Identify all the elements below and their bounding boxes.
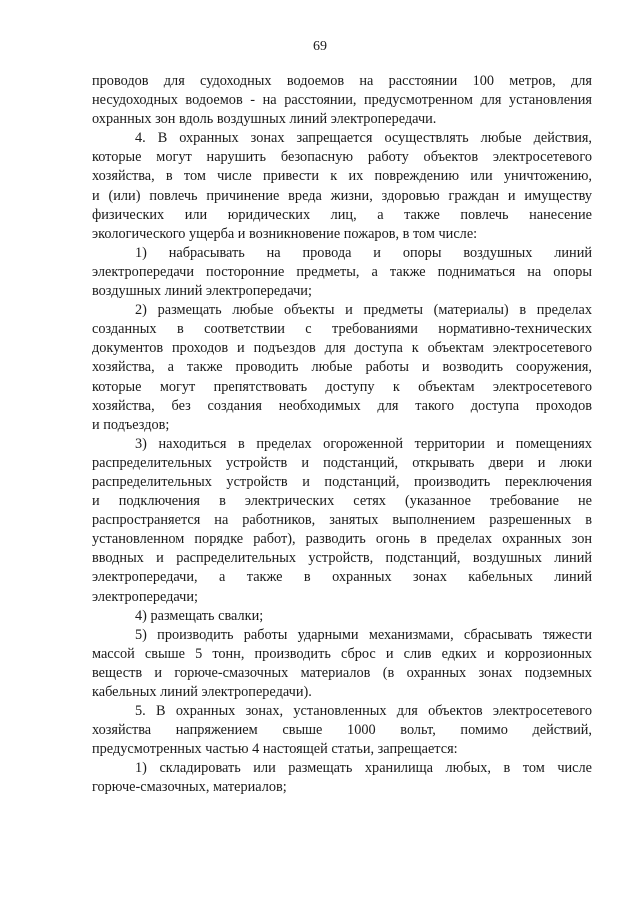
text-line: несудоходных водоемов - на расстоянии, предусмотренном для установления (92, 92, 592, 109)
text-line: 4) размещать свалки; (135, 607, 264, 624)
text-line: веществ и горюче-смазочных материалов (в охранных зонах подземных (92, 664, 592, 681)
text-line: хозяйства, в том числе привести к их повреждению или уничтожению, (92, 168, 592, 185)
body-text (92, 72, 592, 798)
text-line: 2) размещать любые объекты и предметы (материалы) в пределах (135, 302, 592, 319)
text-line: документов проходов и подъездов для доступа к объектам электросетевого (92, 340, 592, 357)
text-line: 1) набрасывать на провода и опоры воздушных линий (135, 244, 592, 261)
text-line: которые могут препятствовать доступу к объектам электросетевого (92, 378, 592, 395)
text-line: которые могут нарушить безопасную работу объектов электросетевого (92, 149, 592, 166)
text-line: распределительных устройств и подстанций, производить переключения (92, 473, 592, 490)
text-line: хозяйства напряжением свыше 1000 вольт, помимо действий, (92, 722, 592, 739)
text-line: распределительных устройств и подстанций, открывать двери и люки (92, 454, 592, 471)
text-line: вводных и распределительных устройств, подстанций, воздушных линий (92, 550, 592, 567)
text-line: кабельных линий электропередачи). (92, 684, 312, 700)
text-line: электропередачи посторонние предметы, а также подниматься на опоры (92, 263, 592, 280)
text-line: предусмотренных частью 4 настоящей статьи, запрещается: (92, 741, 458, 758)
text-line: охранных зон вдоль воздушных линий электропередачи. (92, 111, 437, 128)
text-line: 3) находиться в пределах огороженной территории и помещениях (135, 435, 592, 452)
text-line: и (или) повлечь причинение вреда жизни, здоровью граждан и имуществу (92, 187, 592, 204)
text-line: распространяется на работников, занятых выполнением разрешенных в (92, 512, 592, 529)
text-line: экологического ущерба и возникновение пожаров, в том числе: (92, 225, 478, 242)
text-line: созданных в соответствии с требованиями нормативно-технических (92, 321, 592, 338)
text-line: хозяйства, без создания необходимых для такого доступа проходов (92, 397, 592, 414)
text-line: 5) производить работы ударными механизмами, сбрасывать тяжести (135, 626, 592, 643)
text-line: электропередачи, а также в охранных зонах кабельных линий (92, 569, 592, 586)
text-line: хозяйства, а также проводить любые работы и возводить сооружения, (92, 359, 592, 376)
text-line: 5. В охранных зонах, установленных для объектов электросетевого (135, 703, 592, 720)
text-line: 1) складировать или размещать хранилища любых, в том числе (135, 760, 592, 777)
text-line: электропередачи; (92, 588, 198, 605)
text-line: физических или юридических лиц, а также повлечь нанесение (92, 206, 592, 223)
text-line: горюче-смазочных, материалов; (92, 779, 287, 796)
page-number: 69 (313, 39, 327, 54)
text-line: проводов для судоходных водоемов на расстоянии 100 метров, для (92, 73, 592, 89)
text-line: массой свыше 5 тонн, производить сброс и слив едких и коррозионных (92, 645, 592, 662)
text-line: установленном порядке работ), разводить огонь в пределах охранных зон (92, 531, 592, 548)
text-line: воздушных линий электропередачи; (92, 283, 312, 300)
text-line: и подключения в электрических сетях (указанное требование не (92, 493, 592, 510)
text-line: и подъездов; (92, 416, 170, 433)
text-line: 4. В охранных зонах запрещается осуществлять любые действия, (135, 130, 592, 147)
